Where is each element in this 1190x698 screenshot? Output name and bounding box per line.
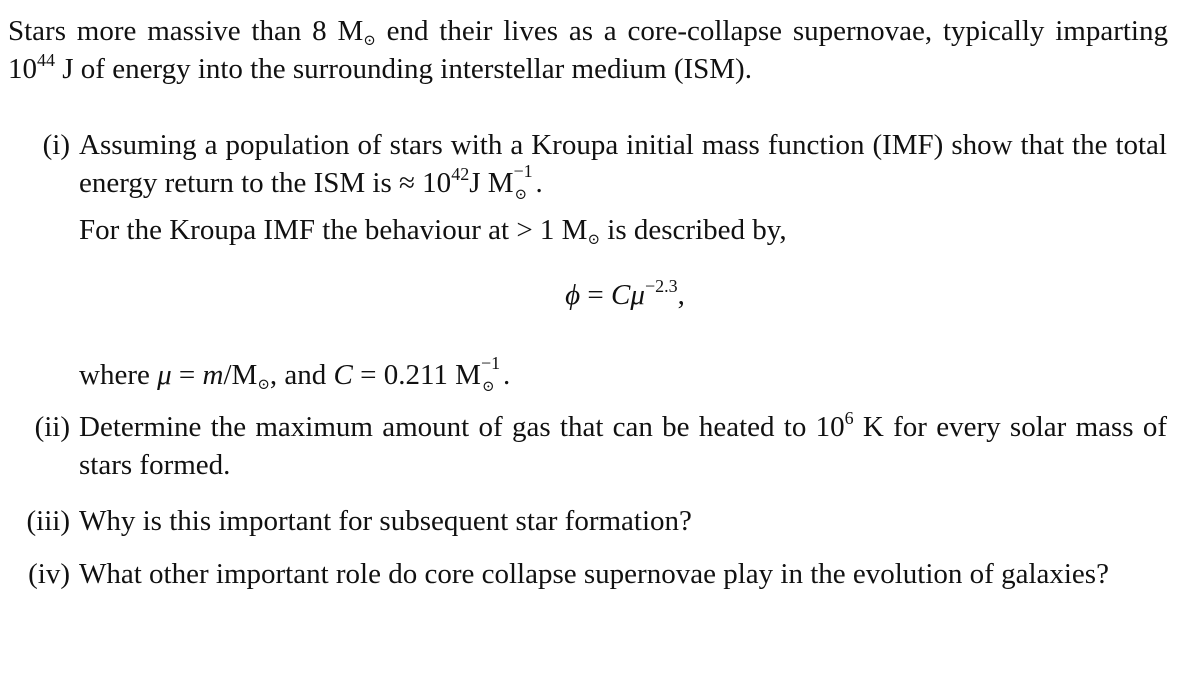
solar-symbol: ⊙ [481,379,495,395]
where-equals: = [171,359,203,391]
where-text-c: /M [223,359,258,391]
solar-symbol: ⊙ [363,33,376,49]
equation-phi: ϕ [565,279,581,311]
intro-text-a: Stars more massive than 8 M [8,15,364,47]
question-i-note-a: For the Kroupa IMF the behaviour at > 1 M [79,214,588,246]
where-clause [79,353,511,395]
where-c: C [333,359,353,391]
question-i-unit-supsub [513,161,536,203]
question-i-exponent: 42 [451,164,470,184]
intro-text-c: J of energy into the surrounding interstellar medium (ISM). [55,53,752,85]
solar-symbol: ⊙ [257,377,270,393]
equation-equals: = [580,279,612,311]
equation-exponent: −2.3 [644,276,678,296]
question-iv-text: What other important role do core collapse supernovae play in the evolution of galaxies? [79,558,1109,590]
where-mu: μ [157,359,172,391]
question-ii-number: (ii) [34,411,70,443]
where-text-e: = 0.211 M [352,359,481,391]
question-ii-body [79,408,1167,484]
question-i-kroupa-note [79,211,1167,249]
where-unit-supsub [480,353,503,395]
question-iii-number: (iii) [26,505,70,537]
question-i-text-b: J M [469,167,514,199]
imf-equation [0,276,1190,314]
equation-comma: , [677,279,685,311]
intro-text-b: end their lives as a core-collapse supernovae, typically imparting 10 [8,15,1168,85]
question-i-note-b: is described by, [600,214,787,246]
solar-symbol: ⊙ [514,187,528,203]
intro-exponent: 44 [37,50,55,70]
question-ii-text-b: K for every solar mass of stars formed. [79,411,1168,481]
where-text-f: . [502,359,511,391]
where-unit-power: −1 [480,353,501,373]
question-i-body [79,126,1167,249]
question-iii-text: Why is this important for subsequent star formation? [79,505,692,537]
where-m: m [202,359,224,391]
question-ii-exponent: 6 [844,408,854,428]
question-ii-text-a: Determine the maximum amount of gas that can be heated to 10 [79,411,845,443]
where-text-a: where [79,359,158,391]
question-i-unit-power: −1 [513,161,533,181]
question-i-text-c: . [535,167,543,199]
question-i-number: (i) [42,129,70,161]
where-text-d: , and [269,359,334,391]
question-iv-number: (iv) [28,558,70,590]
question-i-text-a: Assuming a population of stars with a Kroupa initial mass function (IMF) show that the total energy return to the ISM is ≈ 10 [79,129,1167,199]
intro-paragraph [8,12,1168,88]
equation-c-mu: Cμ [611,279,645,311]
solar-symbol: ⊙ [587,232,601,248]
